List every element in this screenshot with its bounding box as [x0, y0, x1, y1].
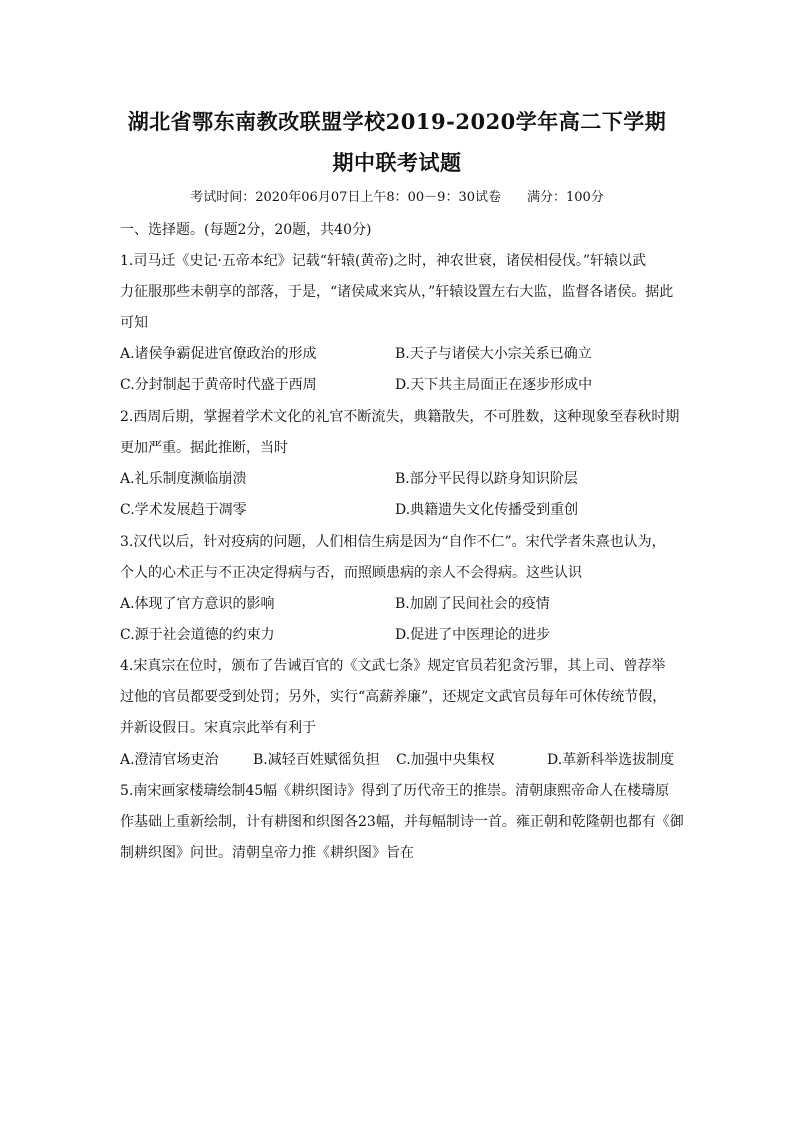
- question-2-line-2: 更加严重。据此推断，当时: [120, 440, 288, 456]
- question-1-line-3: 可知: [120, 315, 148, 331]
- question-3-line-2: 个人的心术正与不正决定得病与否，而照顾患病的亲人不会得病。这些认识: [120, 565, 582, 581]
- question-4-option-a: A.澄清官场吏治: [120, 752, 219, 768]
- question-2-option-d: D.典籍遗失文化传播受到重创: [395, 502, 579, 518]
- question-3-option-c: C.源于社会道德的约束力: [120, 627, 275, 643]
- question-3-option-d: D.促进了中医理论的进步: [395, 627, 551, 643]
- question-5-line-2: 作基础上重新绘制，计有耕图和织图各23幅，并每幅制诗一首。雍正朝和乾隆朝也都有《御: [120, 814, 684, 830]
- question-3-line-1: 3.汉代以后，针对疫病的问题，人们相信生病是因为“自作不仁”。宋代学者朱熹也认为，: [120, 534, 666, 550]
- question-2-line-1: 2.西周后期，掌握着学术文化的礼官不断流失，典籍散失，不可胜数，这种现象至春秋时期: [120, 409, 680, 425]
- question-1-option-a: A.诸侯争霸促进官僚政治的形成: [120, 346, 317, 362]
- full-score: 满分：100分: [526, 190, 604, 205]
- question-5-line-1: 5.南宋画家楼璹绘制45幅《耕织图诗》得到了历代帝王的推崇。清朝康熙帝命人在楼璹原: [120, 783, 670, 799]
- question-4-line-1: 4.宋真宗在位时，颁布了告诫百官的《文武七条》规定官员若犯贪污罪，其上司、曾荐举: [120, 658, 666, 674]
- question-5-line-3: 制耕织图》问世。清朝皇帝力推《耕织图》旨在: [120, 845, 414, 861]
- exam-meta: [0, 186, 794, 205]
- question-4-option-b: B.减轻百姓赋徭负担: [253, 752, 380, 768]
- question-2-option-a: A.礼乐制度濒临崩溃: [120, 471, 247, 487]
- exam-subtitle: 期中联考试题: [332, 150, 462, 175]
- question-1-option-c: C.分封制起于黄帝时代盛于西周: [120, 377, 317, 393]
- question-3-option-a: A.体现了官方意识的影响: [120, 596, 275, 612]
- question-2-option-b: B.部分平民得以跻身知识阶层: [395, 471, 578, 487]
- question-4-option-c: C.加强中央集权: [396, 752, 495, 768]
- question-1-line-1: 1.司马迁《史记·五帝本纪》记载“轩辕(黄帝)之时，神农世衰，诸侯相侵伐。”轩辕以武: [120, 253, 647, 269]
- question-1-line-2: 力征服那些未朝享的部落，于是，“诸侯咸来宾从，”轩辕设置左右大监，监督各诸侯。据此: [120, 284, 674, 300]
- question-1-option-d: D.天下共主局面正在逐步形成中: [395, 377, 593, 393]
- question-2-option-c: C.学术发展趋于凋零: [120, 502, 247, 518]
- exam-time: 考试时间：2020年06月07日上午8：00－9：30试卷: [190, 190, 501, 205]
- section-heading: 一、选择题。(每题2分，20题，共40分): [120, 222, 372, 238]
- question-4-line-3: 并新设假日。宋真宗此举有利于: [120, 720, 316, 736]
- exam-title: 湖北省鄂东南教改联盟学校2019-2020学年高二下学期: [127, 109, 667, 134]
- question-3-option-b: B.加剧了民间社会的疫情: [395, 596, 550, 612]
- question-4-option-d: D.革新科举选拔制度: [547, 752, 675, 768]
- question-4-line-2: 过他的官员都要受到处罚；另外，实行“高薪养廉”，还规定文武官员每年可休传统节假，: [120, 689, 667, 705]
- question-1-option-b: B.天子与诸侯大小宗关系已确立: [395, 346, 592, 362]
